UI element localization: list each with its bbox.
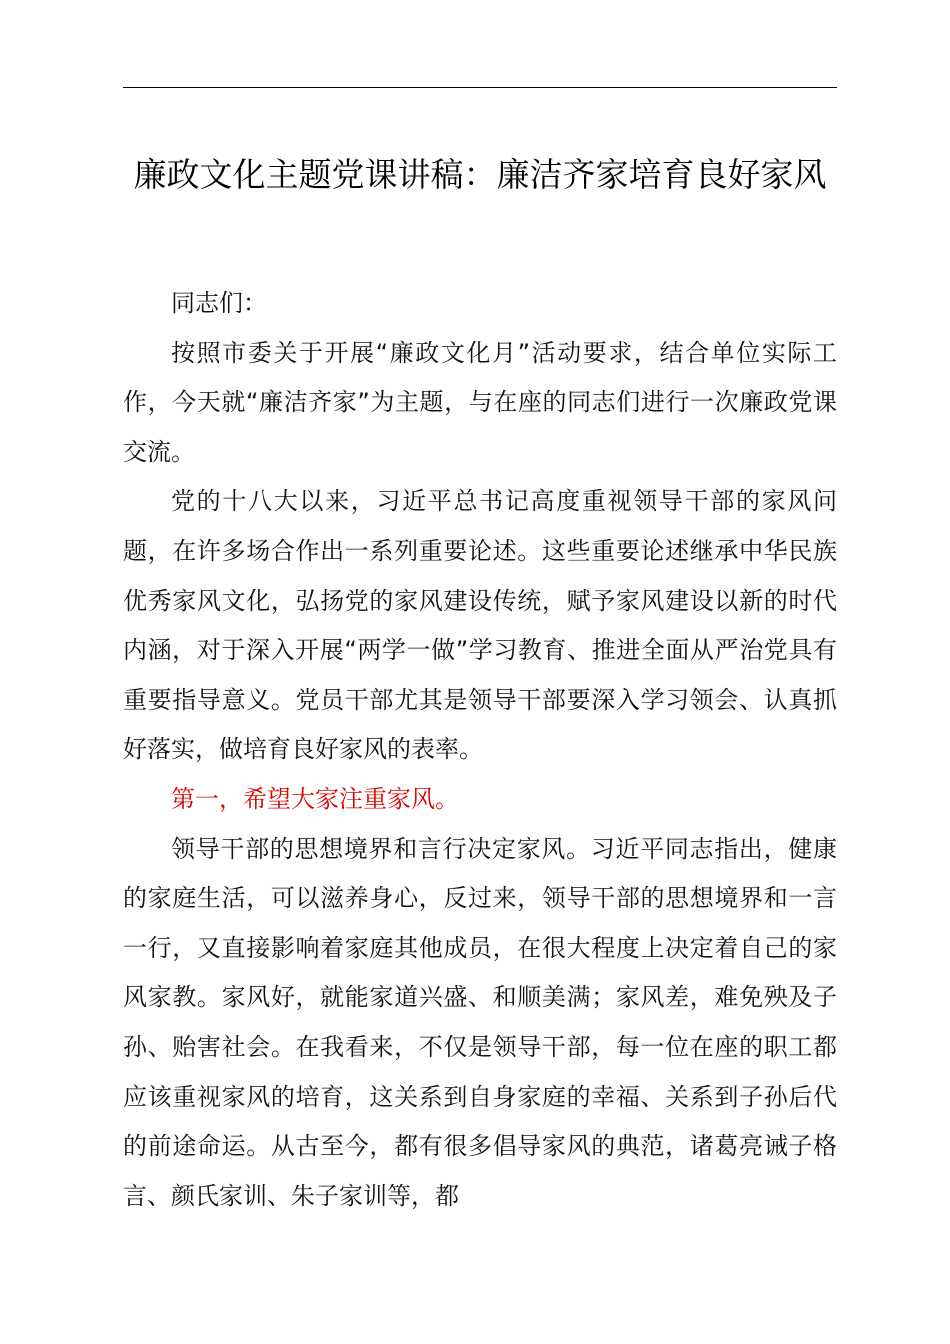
paragraph-intro: 按照市委关于开展“廉政文化月”活动要求，结合单位实际工作，今天就“廉洁齐家”为主题，与在座的同志们进行一次廉政党课交流。 [123,338,837,466]
section-heading-first: 第一，希望大家注重家风。 [171,784,459,813]
header-rule [123,87,837,88]
document-title: 廉政文化主题党课讲稿：廉洁齐家培育良好家风 [133,155,827,194]
salutation: 同志们： [171,289,267,317]
paragraph-background: 党的十八大以来，习近平总书记高度重视领导干部的家风问题，在许多场合作出一系列重要论述。这些重要论述继承中华民族优秀家风文化，弘扬党的家风建设传统，赋予家风建设以新的时代内涵，对于深入开展“两学一做”学习教育、推进全面从严治党具有重要指导意义。党员干部尤其是领导干部要深入学习领会、认真抓好落实，做培育良好家风的表率。 [123,487,837,764]
paragraph-family-style: 领导干部的思想境界和言行决定家风。习近平同志指出，健康的家庭生活，可以滋养身心，反过来，领导干部的思想境界和一言一行，又直接影响着家庭其他成员，在很大程度上决定着自己的家风家教。家风好，就能家道兴盛、和顺美满；家风差，难免殃及子孙、贻害社会。在我看来，不仅是领导干部，每一位在座的职工都应该重视家风的培育，这关系到自身家庭的幸福、关系到子孙后代的前途命运。从古至今，都有很多倡导家风的典范，诸葛亮诫子格言、颜氏家训、朱子家训等，都 [123,834,837,1210]
document-body [123,279,837,1221]
